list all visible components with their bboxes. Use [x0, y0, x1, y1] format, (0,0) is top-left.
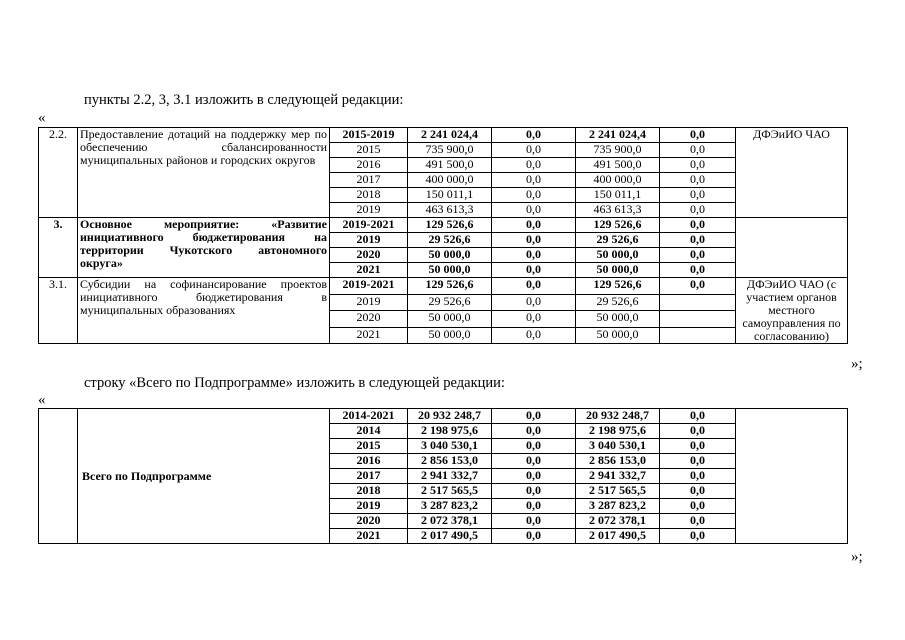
- year-cell: 2020: [330, 311, 408, 328]
- responsible-cell: ДФЭиИО ЧАО: [736, 128, 848, 218]
- federal-cell: 0,0: [492, 311, 576, 328]
- empty-cell: [39, 409, 78, 544]
- local-cell: 0,0: [660, 128, 736, 143]
- okrug-cell: 463 613,3: [576, 203, 660, 218]
- federal-cell: 0,0: [492, 263, 576, 278]
- local-cell: [660, 294, 736, 311]
- okrug-cell: 20 932 248,7: [576, 409, 660, 424]
- local-cell: 0,0: [660, 424, 736, 439]
- year-cell: 2017: [330, 469, 408, 484]
- row-description: Субсидии на софинансирование проектов инициативного бюджетирования в муниципальных образованиях: [78, 278, 330, 344]
- intro-text-2: строку «Всего по Подпрограмме» изложить в следующей редакции:: [84, 375, 505, 391]
- row-description: Основное мероприятие: «Развитие инициативного бюджетирования на территории Чукотского автономного округа»: [78, 218, 330, 278]
- total-cell: 2 241 024,4: [408, 128, 492, 143]
- total-cell: 735 900,0: [408, 143, 492, 158]
- federal-cell: 0,0: [492, 158, 576, 173]
- year-cell: 2016: [330, 454, 408, 469]
- table-activities: [38, 127, 848, 344]
- local-cell: 0,0: [660, 439, 736, 454]
- okrug-cell: 50 000,0: [576, 311, 660, 328]
- total-cell: 400 000,0: [408, 173, 492, 188]
- local-cell: 0,0: [660, 499, 736, 514]
- total-cell: 2 198 975,6: [408, 424, 492, 439]
- year-cell: 2015-2019: [330, 128, 408, 143]
- total-cell: 129 526,6: [408, 218, 492, 233]
- year-cell: 2019-2021: [330, 278, 408, 295]
- table-row: [39, 278, 848, 295]
- federal-cell: 0,0: [492, 233, 576, 248]
- close-quote-1: »;: [851, 356, 863, 372]
- federal-cell: 0,0: [492, 218, 576, 233]
- okrug-cell: 2 517 565,5: [576, 484, 660, 499]
- okrug-cell: 2 856 153,0: [576, 454, 660, 469]
- year-cell: 2021: [330, 263, 408, 278]
- total-cell: 2 072 378,1: [408, 514, 492, 529]
- okrug-cell: 2 941 332,7: [576, 469, 660, 484]
- local-cell: 0,0: [660, 233, 736, 248]
- okrug-cell: 29 526,6: [576, 233, 660, 248]
- local-cell: 0,0: [660, 173, 736, 188]
- year-cell: 2016: [330, 158, 408, 173]
- okrug-cell: 735 900,0: [576, 143, 660, 158]
- okrug-cell: 3 040 530,1: [576, 439, 660, 454]
- year-cell: 2014: [330, 424, 408, 439]
- year-cell: 2018: [330, 188, 408, 203]
- total-cell: 50 000,0: [408, 311, 492, 328]
- federal-cell: 0,0: [492, 143, 576, 158]
- federal-cell: 0,0: [492, 128, 576, 143]
- responsible-cell: [736, 409, 848, 544]
- federal-cell: 0,0: [492, 499, 576, 514]
- okrug-cell: 150 011,1: [576, 188, 660, 203]
- federal-cell: 0,0: [492, 409, 576, 424]
- year-cell: 2019: [330, 499, 408, 514]
- total-cell: 2 856 153,0: [408, 454, 492, 469]
- year-cell: 2015: [330, 439, 408, 454]
- total-cell: 491 500,0: [408, 158, 492, 173]
- okrug-cell: 129 526,6: [576, 278, 660, 295]
- federal-cell: 0,0: [492, 514, 576, 529]
- okrug-cell: 50 000,0: [576, 263, 660, 278]
- row-number: 3.1.: [39, 278, 78, 344]
- local-cell: 0,0: [660, 514, 736, 529]
- local-cell: 0,0: [660, 263, 736, 278]
- close-quote-2: »;: [851, 549, 863, 565]
- year-cell: 2019: [330, 294, 408, 311]
- local-cell: 0,0: [660, 529, 736, 544]
- year-cell: 2021: [330, 529, 408, 544]
- local-cell: 0,0: [660, 203, 736, 218]
- year-cell: 2020: [330, 514, 408, 529]
- table-row: [39, 128, 848, 143]
- federal-cell: 0,0: [492, 173, 576, 188]
- table-total: [38, 408, 848, 544]
- federal-cell: 0,0: [492, 484, 576, 499]
- okrug-cell: 491 500,0: [576, 158, 660, 173]
- federal-cell: 0,0: [492, 188, 576, 203]
- year-cell: 2019-2021: [330, 218, 408, 233]
- open-quote-2: «: [38, 392, 46, 408]
- total-cell: 50 000,0: [408, 248, 492, 263]
- total-cell: 150 011,1: [408, 188, 492, 203]
- total-cell: 2 017 490,5: [408, 529, 492, 544]
- row-number: 2.2.: [39, 128, 78, 218]
- responsible-cell: ДФЭиИО ЧАО (с участием органов местного самоуправления по согласованию): [736, 278, 848, 344]
- year-cell: 2018: [330, 484, 408, 499]
- total-cell: 29 526,6: [408, 294, 492, 311]
- federal-cell: 0,0: [492, 529, 576, 544]
- year-cell: 2020: [330, 248, 408, 263]
- intro-text-1: пункты 2.2, 3, 3.1 изложить в следующей редакции:: [84, 92, 404, 108]
- okrug-cell: 29 526,6: [576, 294, 660, 311]
- total-cell: 29 526,6: [408, 233, 492, 248]
- local-cell: 0,0: [660, 278, 736, 295]
- federal-cell: 0,0: [492, 203, 576, 218]
- row-number: 3.: [39, 218, 78, 278]
- okrug-cell: 50 000,0: [576, 327, 660, 344]
- okrug-cell: 2 241 024,4: [576, 128, 660, 143]
- local-cell: [660, 327, 736, 344]
- okrug-cell: 2 017 490,5: [576, 529, 660, 544]
- local-cell: 0,0: [660, 158, 736, 173]
- okrug-cell: 400 000,0: [576, 173, 660, 188]
- okrug-cell: 3 287 823,2: [576, 499, 660, 514]
- year-cell: 2015: [330, 143, 408, 158]
- total-cell: 3 287 823,2: [408, 499, 492, 514]
- federal-cell: 0,0: [492, 248, 576, 263]
- local-cell: 0,0: [660, 248, 736, 263]
- local-cell: 0,0: [660, 469, 736, 484]
- year-cell: 2019: [330, 203, 408, 218]
- okrug-cell: 50 000,0: [576, 248, 660, 263]
- table-row: [39, 409, 848, 424]
- federal-cell: 0,0: [492, 278, 576, 295]
- year-cell: 2014-2021: [330, 409, 408, 424]
- total-cell: 2 517 565,5: [408, 484, 492, 499]
- total-label: Всего по Подпрограмме: [78, 409, 330, 544]
- year-cell: 2019: [330, 233, 408, 248]
- federal-cell: 0,0: [492, 327, 576, 344]
- federal-cell: 0,0: [492, 469, 576, 484]
- local-cell: 0,0: [660, 188, 736, 203]
- okrug-cell: 2 198 975,6: [576, 424, 660, 439]
- federal-cell: 0,0: [492, 454, 576, 469]
- total-cell: 129 526,6: [408, 278, 492, 295]
- local-cell: 0,0: [660, 143, 736, 158]
- federal-cell: 0,0: [492, 294, 576, 311]
- total-cell: 20 932 248,7: [408, 409, 492, 424]
- year-cell: 2017: [330, 173, 408, 188]
- total-cell: 3 040 530,1: [408, 439, 492, 454]
- okrug-cell: 129 526,6: [576, 218, 660, 233]
- total-cell: 50 000,0: [408, 327, 492, 344]
- local-cell: 0,0: [660, 409, 736, 424]
- local-cell: [660, 311, 736, 328]
- federal-cell: 0,0: [492, 424, 576, 439]
- local-cell: 0,0: [660, 454, 736, 469]
- local-cell: 0,0: [660, 218, 736, 233]
- total-cell: 2 941 332,7: [408, 469, 492, 484]
- total-cell: 50 000,0: [408, 263, 492, 278]
- total-cell: 463 613,3: [408, 203, 492, 218]
- row-description: Предоставление дотаций на поддержку мер по обеспечению сбалансированности муниципальных районов и городских округов: [78, 128, 330, 218]
- local-cell: 0,0: [660, 484, 736, 499]
- open-quote-1: «: [38, 110, 46, 126]
- okrug-cell: 2 072 378,1: [576, 514, 660, 529]
- responsible-cell: [736, 218, 848, 278]
- table-row: [39, 218, 848, 233]
- federal-cell: 0,0: [492, 439, 576, 454]
- year-cell: 2021: [330, 327, 408, 344]
